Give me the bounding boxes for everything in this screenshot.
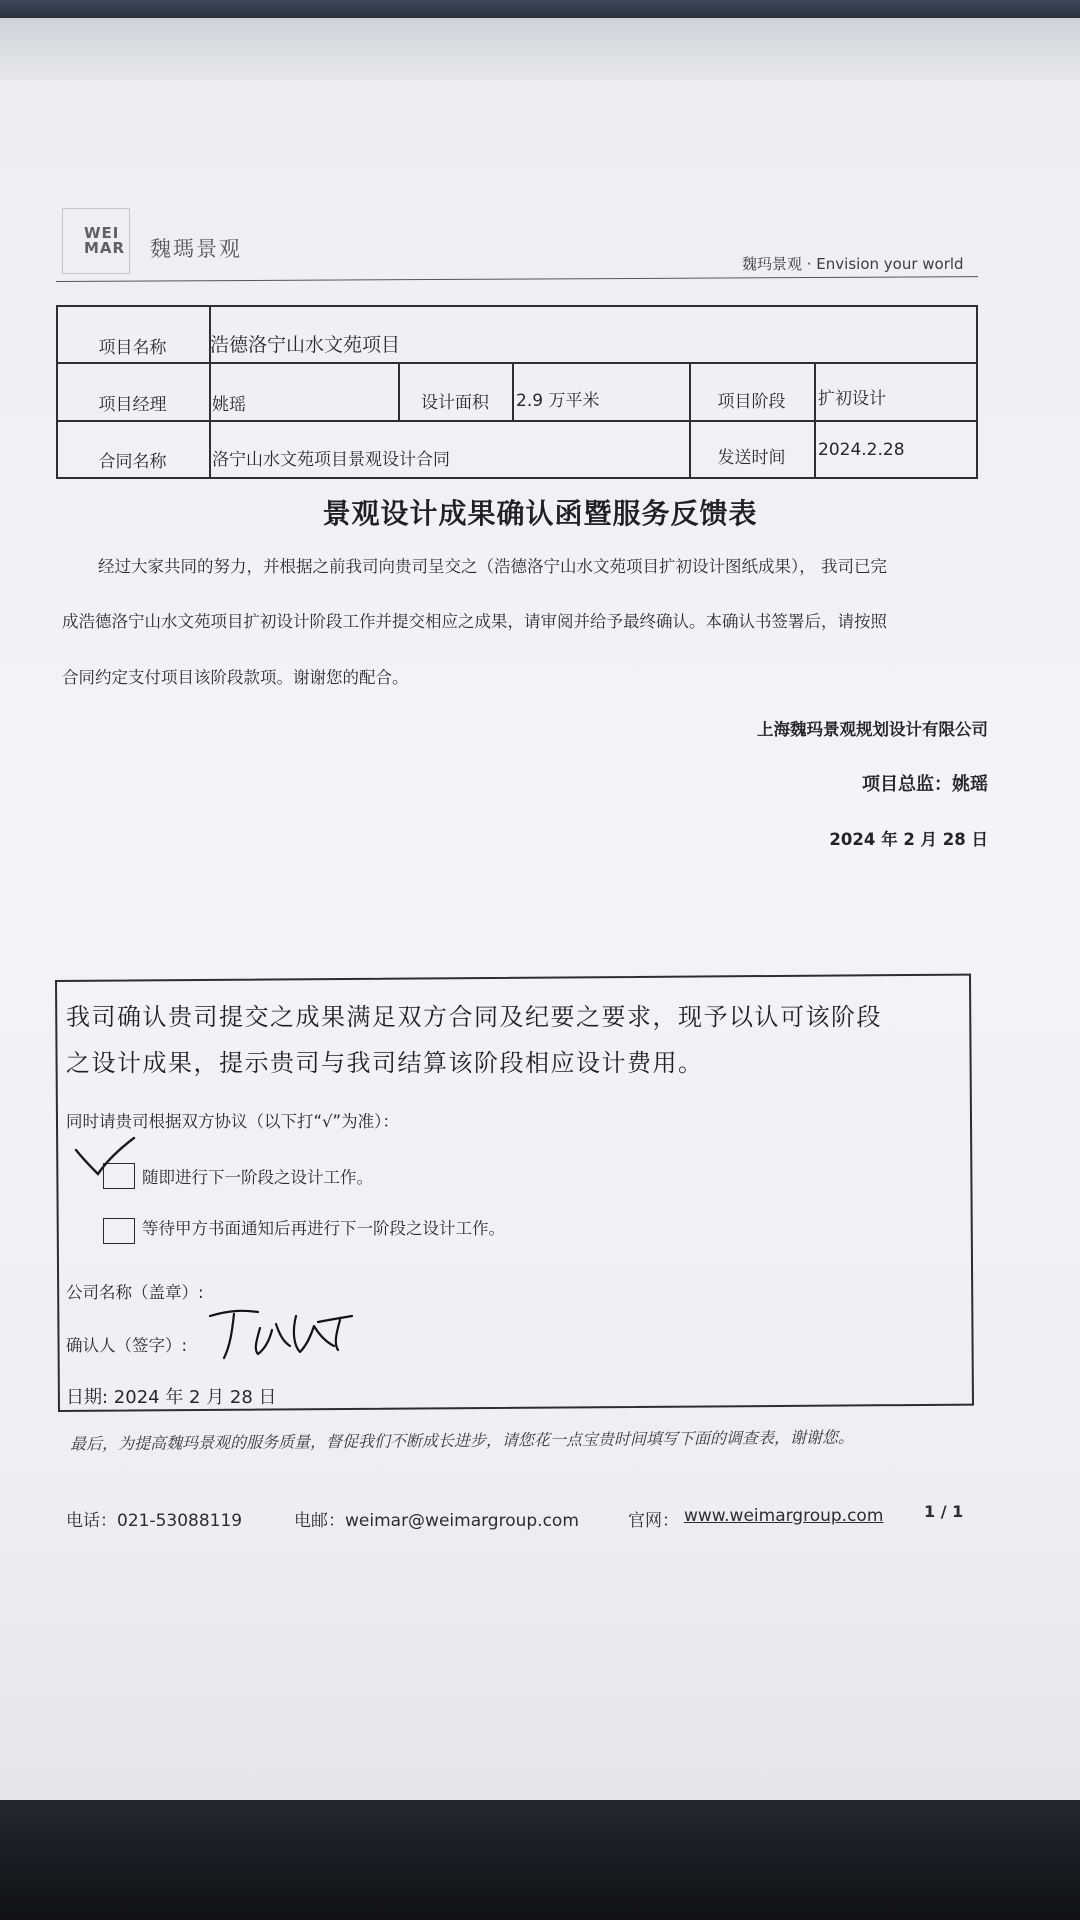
logo-mark-top: WEI bbox=[84, 224, 120, 242]
logo-mark-bottom: MAR bbox=[84, 239, 126, 257]
document-title: 景观设计成果确认函暨服务反馈表 bbox=[322, 497, 758, 530]
company-name: 上海魏玛景观规划设计有限公司 bbox=[757, 720, 988, 739]
confirmation-box bbox=[55, 974, 974, 1412]
background-edge bbox=[0, 0, 1080, 18]
body-line: 成浩德洛宁山水文苑项目扩初设计阶段工作并提交相应之成果，请审阅并给予最终确认。本确认书签署后，请按照 bbox=[62, 612, 887, 631]
issue-date: 2024 年 2 月 28 日 bbox=[829, 830, 988, 849]
handwritten-signature bbox=[200, 1302, 360, 1362]
send-time-value: 2024.2.28 bbox=[818, 440, 905, 460]
signer-label: 确认人（签字）: bbox=[66, 1336, 188, 1355]
background-edge bbox=[0, 18, 1080, 80]
project-director: 项目总监：姚瑶 bbox=[862, 774, 988, 795]
project-name-label: 项目名称 bbox=[98, 338, 167, 358]
manager-label: 项目经理 bbox=[98, 395, 167, 415]
contract-value: 洛宁山水文苑项目景观设计合同 bbox=[212, 450, 450, 470]
confirmation-statement: 我司确认贵司提交之成果满足双方合同及纪要之要求，现予以认可该阶段 bbox=[66, 1003, 882, 1031]
option2-checkbox[interactable] bbox=[103, 1218, 135, 1244]
send-time-label: 发送时间 bbox=[717, 448, 786, 468]
tagline: 魏玛景观 · Envision your world bbox=[742, 255, 964, 273]
logo-text: 魏瑪景观 bbox=[150, 237, 242, 261]
option1-label: 随即进行下一阶段之设计工作。 bbox=[142, 1168, 373, 1187]
background-edge bbox=[0, 1800, 1080, 1920]
company-seal-label: 公司名称（盖章）: bbox=[66, 1283, 204, 1302]
project-name-value: 浩德洛宁山水文苑项目 bbox=[210, 334, 401, 356]
body-line: 经过大家共同的努力，并根据之前我司向贵司呈交之（浩德洛宁山水文苑项目扩初设计图纸成果）， 我司已完 bbox=[98, 557, 887, 576]
contact-email: 电邮：weimar@weimargroup.com bbox=[294, 1511, 579, 1531]
manager-value: 姚瑶 bbox=[212, 395, 246, 415]
stage-value: 扩初设计 bbox=[818, 389, 886, 409]
company-logo bbox=[84, 226, 125, 256]
option2-label: 等待甲方书面通知后再进行下一阶段之设计工作。 bbox=[142, 1219, 505, 1238]
survey-note: 最后，为提高魏玛景观的服务质量，督促我们不断成长进步，请您花一点宝贵时间填写下面的调查表，谢谢您。 bbox=[69, 1427, 855, 1454]
stage-label: 项目阶段 bbox=[717, 392, 786, 412]
contract-label: 合同名称 bbox=[98, 452, 167, 472]
confirmation-statement: 之设计成果，提示贵司与我司结算该阶段相应设计费用。 bbox=[66, 1049, 704, 1077]
body-line: 合同约定支付项目该阶段款项。谢谢您的配合。 bbox=[62, 668, 409, 687]
website-label: 官网： bbox=[628, 1511, 679, 1531]
contact-phone: 电话：021-53088119 bbox=[66, 1511, 243, 1531]
confirm-date: 日期: 2024 年 2 月 28 日 bbox=[66, 1387, 277, 1408]
area-value: 2.9 万平米 bbox=[516, 391, 600, 411]
page-number: 1 / 1 bbox=[924, 1502, 964, 1521]
website-link[interactable]: www.weimargroup.com bbox=[684, 1506, 884, 1526]
option-instruction: 同时请贵司根据双方协议（以下打“√”为准）： bbox=[66, 1112, 399, 1131]
area-label: 设计面积 bbox=[421, 393, 489, 413]
